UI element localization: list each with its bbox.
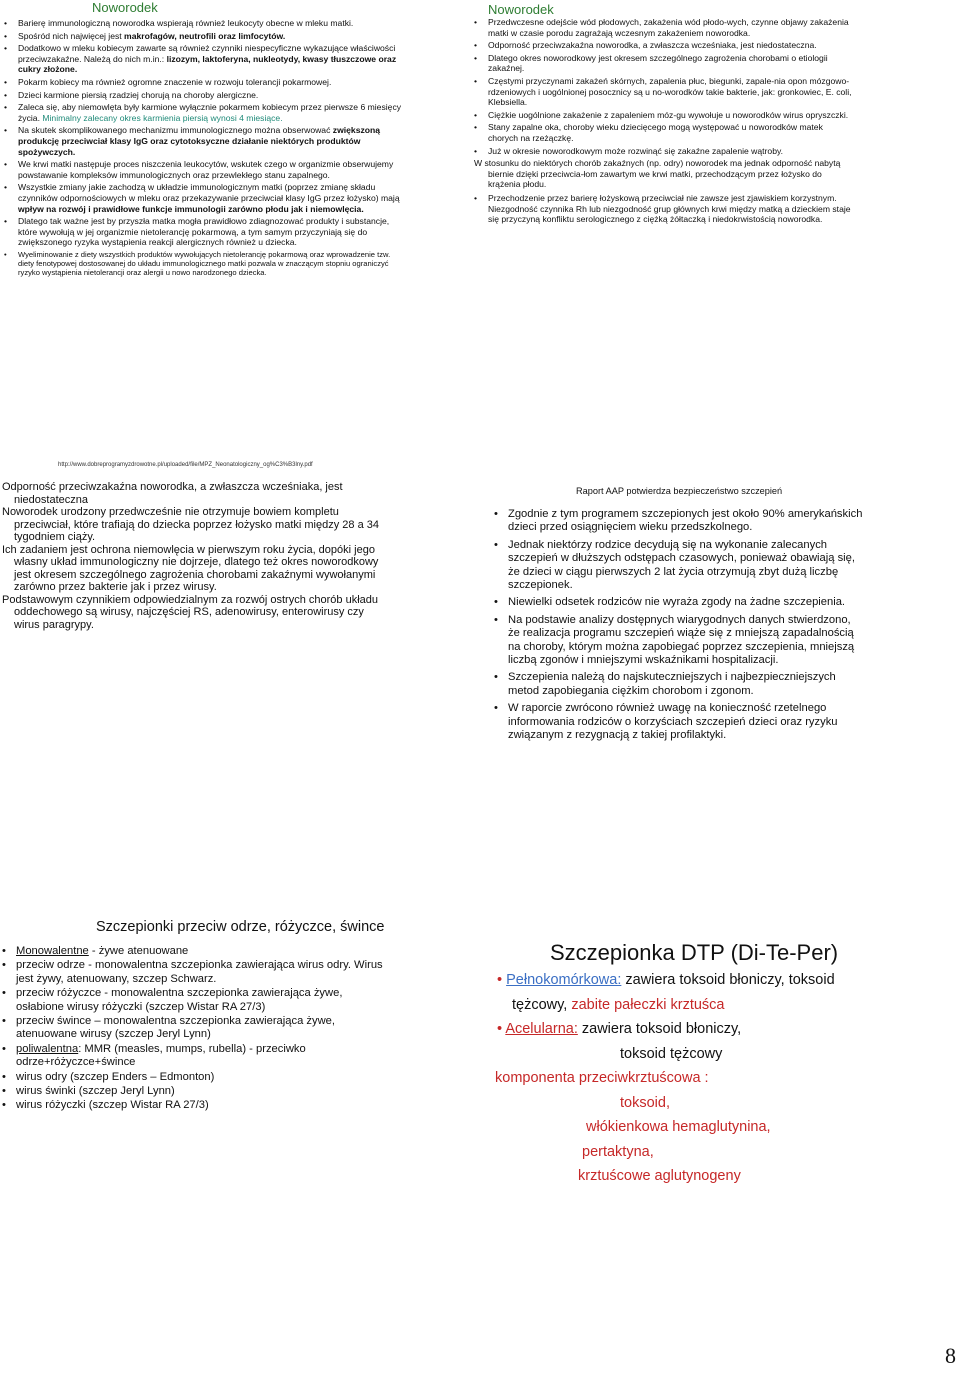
item-text: Dzieci karmione piersią rzadziej chorują na choroby alergiczne. (18, 89, 259, 100)
item-bold: wpływ na rozwój i prawidłowe funkcje immunologii zarówno płodu jak i niemowlęcia. (18, 203, 364, 214)
list-item: • Jednak niektórzy rodzice decydują się na wykonanie zalecanych szczepień w dłuższych odstępach czasowych, ponieważ obawiają się, że dzieci w ciągu pierwszych 2 lat życia otrzymują zbyt dużą liczbę szczepionek. (494, 539, 864, 593)
list-item (2, 1071, 392, 1084)
bullet-list (4, 18, 404, 277)
list-item: • Przechodzenie przez barierę łożyskową przeciwciał nie zawsze jest zjawiskiem korzystnym. Niezgodność czynnika Rh lub niezgodność grup głównych krwi między matką a dzieckiem staje się przyczyną konfliktu serologicznego z ciężką żółtaczką i niedokrwistością noworodka. (474, 193, 854, 225)
item-text: Dlatego tak ważne jest by przyszła matka mogła prawidłowo zdiagnozować produkty i substancje, które wywołują w jej organizmie nietolerancję pokarmową, a tym samym przyczyniają się do zwiększonego ryzyka wystąpienia reakcji alergicznych również u dziecka. (18, 216, 390, 248)
list-item: • Ciężkie uogólnione zakażenie z zapaleniem móz-gu wywołuje u noworodków wirus opryszczki. (474, 110, 854, 121)
list-item: • Przedwczesne odejście wód płodowych, zakażenia wód płodo-wych, czynne objawy zakażenia matki w czasie porodu zagrażają wczesnym zakażeniem noworodka. (474, 17, 854, 38)
item-text: wirus odry (szczep Enders – Edmonton) (16, 1070, 215, 1083)
slide-title: Szczepionki przeciw odrze, różyczce, śwince (96, 919, 385, 935)
pelnokomorkowa-label: Pełnokomórkowa: (506, 972, 622, 988)
list-item (2, 945, 392, 958)
list-item (4, 43, 404, 75)
slide-title: Noworodek (488, 2, 554, 17)
pelnokomorkowa-text: zawiera toksoid błoniczy, toksoid (621, 972, 835, 988)
bullet-list (494, 508, 864, 743)
slide-noworodek-2 (474, 2, 854, 227)
item-text: Spośród nich najwięcej jest (18, 30, 125, 41)
list-item: • W raporcie zwrócono również uwagę na konieczność rzetelnego informowania rodziców o korzyściach szczepień dzieci oraz ryzyku związanym z rezygnacją z takiej profilaktyki. (494, 702, 864, 742)
list-item: • Dlatego okres noworodkowy jest okresem szczególnego zagrożenia chorobami o etiologii zakaźnej. (474, 53, 854, 74)
paragraph: Ich zadaniem jest ochrona niemowlęcia w pierwszym roku życia, dopóki jego własny układ immunologiczny nie dojrzeje, dlatego też okres noworodkowy jest okresem szczególnego zagrożenia chorobami zakaźnymi wywołanymi zarówno przez bakterie jak i przez wirusy. (2, 543, 379, 593)
bullet-list (474, 193, 854, 225)
slide-title: Noworodek (92, 0, 158, 15)
list-item (4, 182, 404, 214)
slide-odpornosc (2, 481, 390, 631)
bullet-list (474, 17, 854, 156)
list-item (2, 1085, 392, 1098)
list-item: • Szczepienia należą do najskuteczniejszych i najbezpieczniejszych metod zapobiegania ciężkim chorobom i zgonom. (494, 671, 864, 698)
list-item (2, 1015, 392, 1042)
list-item (4, 216, 404, 248)
item-text: Dodatkowo w mleku kobiecym zawarte są również czynniki niespecyficzne wykazujące właściwości przeciwzakaźne. Należą do nich m.in.: (18, 43, 396, 64)
bullet-list (2, 945, 392, 1113)
list-item (4, 159, 404, 180)
acelularna-line2 (486, 1042, 906, 1067)
paragraph: Noworodek urodzony przedwcześnie nie otrzymuje bowiem kompletu przeciwciał, które trafiają do dziecka poprzez łożysko matki między 28 a 34 tygodniem ciąży. (2, 506, 379, 543)
item-text: wirus świnki (szczep Jeryl Lynn) (16, 1085, 175, 1098)
zabite-paleczki: zabite pałeczki krztuśca (571, 996, 725, 1013)
pelnokomorkowa-line (486, 968, 906, 993)
list-item: • Stany zapalne oka, choroby wieku dziecięcego mogą występować u noworodków matek chorych na rzeżączkę. (474, 122, 854, 143)
list-item: • Niewielki odsetek rodziców nie wyraża zgody na żadne szczepienia. (494, 596, 864, 609)
komponenta-item: toksoid, (620, 1094, 670, 1111)
item-highlight: Minimalny zalecany okres karmienia piersią wynosi 4 miesiące. (42, 112, 283, 123)
pelnokomorkowa-text2: tężcowy, (512, 996, 572, 1013)
list-item (4, 77, 404, 88)
item-bold: zwiększoną produkcję przeciwciał klasy IgG oraz cytotoksyczne działanie niektórych produktów spożywczych. (18, 125, 381, 157)
list-item (4, 18, 404, 29)
item-text: Pokarm kobiecy ma również ogromne znaczenie w rozwoju tolerancji pokarmowej. (18, 76, 332, 87)
acelularna-text2: toksoid tężcowy (620, 1045, 723, 1062)
item-underlined: Monowalentne (16, 945, 89, 957)
komponenta-item: krztuścowe aglutynogeny (578, 1168, 741, 1184)
paragraph: Podstawowym czynnikiem odpowiedzialnym za rozwój ostrych chorób układu oddechowego są wirusy, najczęściej RS, adenowirusy, enterowirusy czy wirus paragrypy. (2, 593, 378, 631)
pelnokomorkowa-line2 (486, 993, 906, 1018)
komponenta-item: włókienkowa hemaglutynina, (586, 1119, 771, 1135)
item-text: Wyeliminowanie z diety wszystkich produktów wywołujących nietolerancję pokarmową oraz wprowadzenie tzw. diety fenotypowej dostosowanej do układu immunologicznego matki pozwala w znaczącym stopniu ograniczyć ryzyko wystąpienia nietolerancji oraz alergii u nowo narodzonego dziecka. (18, 249, 391, 277)
bullet-icon: • (497, 972, 507, 988)
slide-raport-aap (494, 486, 864, 747)
source-url: http://www.dobreprogramyzdrowotne.pl/uploaded/file/MPZ_Neonatologiczny_og%C3%B3lny.pdf (58, 462, 313, 468)
list-item (2, 987, 392, 1014)
komponenta: komponenta przeciwkrztuścowa : (495, 1070, 709, 1086)
list-item: • Zgodnie z tym programem szczepionych jest około 90% amerykańskich dzieci przed osiągnięciem wieku przedszkolnego. (494, 508, 864, 535)
slide-title: Szczepionka DTP (Di-Te-Per) (550, 940, 839, 965)
list-item: • Częstymi przyczynami zakażeń skórnych, zapalenia płuc, biegunki, zapale-nia opon mózgowo-rdzeniowych i uogólnionej posocznicy są u no-worodków takie bakterie, jak: gronkowiec, E. coli, Klebsiella. (474, 76, 854, 108)
list-item: • Już w okresie noworodkowym może rozwinąć się zakaźne zapalenie wątroby. (474, 146, 854, 157)
item-text: Wszystkie zmiany jakie zachodzą w układzie immunologicznym matki (poprzez zmianę składu czynników odpornościowych w mleku oraz przekazywanie przeciwciał klasy IgG przez łożysko) mają (18, 182, 400, 203)
list-item (4, 90, 404, 101)
item-bold: lizozym, laktoferyna, nukleotydy, kwasy tłuszczowe oraz cukry złożone. (18, 53, 397, 75)
item-text: - żywe atenuowane (88, 945, 189, 957)
list-item (2, 1043, 392, 1070)
page-number: 8 (945, 1343, 956, 1368)
list-item (2, 1099, 392, 1112)
list-item (4, 102, 404, 123)
list-item (4, 125, 404, 157)
paragraph: W stosunku do niektórych chorób zakaźnych (np. odry) noworodek ma jednak odporność nabytą biernie dzięki przeciwcia-łom zawartym we krwi matki, przechodzącym przez łożysko do krążenia płodu. (474, 158, 841, 190)
paragraph: Odporność przeciwzakaźna noworodka, a zwłaszcza wcześniaka, jest niedostateczna (2, 481, 343, 506)
item-text: We krwi matki następuje proces niszczenia leukocytów, wskutek czego w organizmie obserwujemy powstawanie kompleksów immunologicznych oraz przewlekłego stanu zapalnego. (18, 159, 394, 180)
list-item: • Odporność przeciwzakaźna noworodka, a zwłaszcza wcześniaka, jest niedostateczna. (474, 40, 854, 51)
item-text: wirus różyczki (szczep Wistar RA 27/3) (16, 1099, 209, 1112)
slide-title: Raport AAP potwierdza bezpieczeństwo szczepień (576, 486, 783, 496)
item-text: przeciw śwince – monowalentna szczepionka zawierająca żywe, atenuowane wirusy (szczep Jeryl Lynn) (16, 1015, 335, 1041)
slide-dtp (486, 940, 906, 1189)
item-bold: makrofagów, neutrofili oraz limfocytów. (124, 30, 286, 41)
item-text: przeciw odrze - monowalentna szczepionka zawierająca wirus odry. Wirus jest żywy, atenuowany, szczep Schwarz. (16, 959, 383, 985)
bullet-icon: • (497, 1021, 506, 1037)
slide-mmr (2, 919, 392, 1114)
list-item (4, 31, 404, 42)
komponenta-item: pertaktyna, (582, 1143, 654, 1160)
list-item (2, 959, 392, 986)
acelularna-label: Acelularna: (505, 1021, 578, 1037)
acelularna-text: zawiera toksoid błoniczy, (577, 1021, 742, 1037)
slide-noworodek-1 (4, 0, 404, 279)
item-text: : MMR (measles, mumps, rubella) - przeciwko odrze+różyczce+śwince (16, 1042, 306, 1069)
item-text: Barierę immunologiczną noworodka wspierają również leukocyty obecne w mleku matki. (18, 18, 354, 28)
item-text: Zaleca się, aby niemowlęta były karmione wyłącznie pokarmem kobiecym przez pierwsze 6 miesięcy życia. (18, 102, 402, 123)
item-underlined: poliwalentna (16, 1042, 79, 1055)
acelularna-line (486, 1017, 906, 1042)
list-item: • Na podstawie analizy dostępnych wiarygodnych danych stwierdzono, że realizacja programu szczepień wiąże się z mniejszą zapadalnością na choroby, którym można zapobiegać poprzez szczepienia, mniejszą liczbą zgonów i mniejszymi wskaźnikami hospitalizacji. (494, 614, 864, 668)
item-text: przeciw różyczce - monowalentna szczepionka zawierająca żywe, osłabione wirusy różyczki (szczep Wistar RA 27/3) (16, 987, 343, 1013)
item-text: Na skutek skomplikowanego mechanizmu immunologicznego można obserwować (18, 125, 333, 136)
list-item (4, 250, 404, 277)
